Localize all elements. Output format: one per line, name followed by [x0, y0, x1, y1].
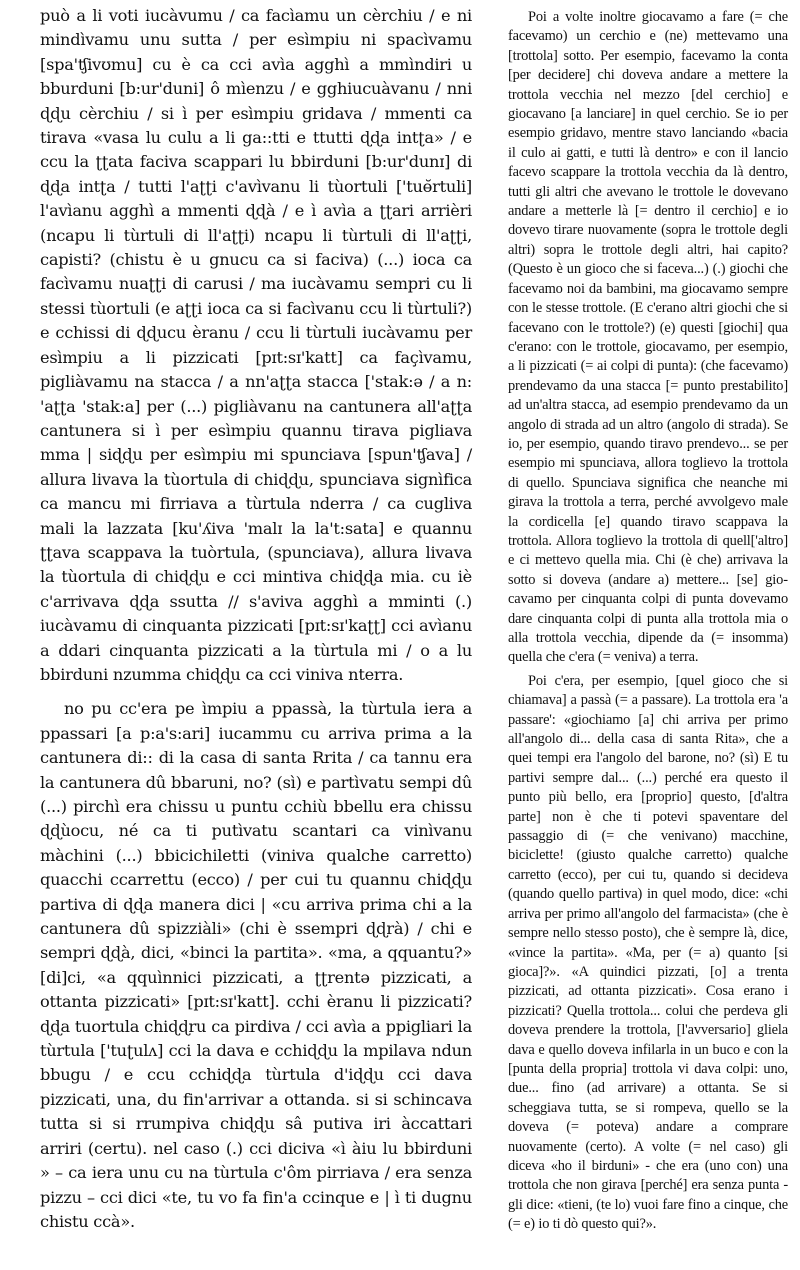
dialect-transcript-column	[40, 4, 472, 1234]
transcript-paragraph-2: no pu cc'era pe ìmpiu a ppassà, la tùrtula iera a ppassari [a p:a's:ari] iucammu cu arriva prima a la cantunera di:: di la casa di santa Rrita / ca tannu era la cantunera dû bbaruni, no? (sì) e partìvatu sempi dû (...) pirchì era chissu u puntu cchiù bbellu era chissu ɖɖùocu, né ca ti putìvatu scantari ca vinìvanu màchini (...) bbicichiletti (viniva qualche carretto) quacchi ccarrettu (ecco) / per cui tu quannu chiɖɖu partiva di ɖɖa manera dici | «cu arriva prima chi a la cantunera dû spizziàli» (chi è ssempri ɖɖrà) / chi e sempri ɖɖà, dici, «binci la partita». «ma, a qquantu?» [di]ci, «a qquìnnici pizzicati, a ʈʈrentə pizzicati, a ottanta pizzicati» [pɪt:sɪ'katt]. cchi èranu li pizzicati? ɖɖa tuortula chiɖɖru ca pirdiva / cci avìa a ppigliari la tùrtula ['tuʈulʌ] cci la dava e cchiɖɖu la mpilava ndun bbugu / e ccu cchiɖɖa tùrtula d'iɖɖu cci dava pizzicati, una, du fin'arrivar a ottanda. si si schincava tutta si si rrumpiva chiɖɖu sâ putiva iri àccattari arriri (certu). nel caso (.) cci diciva «ì àiu lu bbirduni » – ca iera unu cu na tùrtula c'ôm pirriava / era senza pizzu – cci dici «te, tu vo fa fin'a ccinque e | ì ti dugnu chistu ccà».	[40, 699, 472, 1231]
transcript-paragraph-1: può a li voti iucàvumu / ca facìamu un cèrchiu / e ni mindìvamu unu sutta / per esìmpiu ni spacìvamu [spa'ʧivʊmu] cu è ca cci avìa agghì a mmìndiri u bburduni [b:ur'duni] ô mìenzu / e gghiucuàvanu / nni ɖɖu cèrchiu / si ì per esìmpiu gridava / mmenti ca tirava «vasa lu culu a li ga::tti e ttutti ɖɖa intʈa» / e ccu la ʈʈata faciva scappari lu bbirduni [b:ur'dunɪ] di ɖɖa intʈa / tutti l'aʈʈi c'avìvanu li tùortuli ['tuɵ̆rtuli] l'avìanu agghì a mmenti ɖɖà / e ì avìa a ʈʈari arrièri (ncapu li tùrtuli di ll'aʈʈi) ncapu li tùrtuli di ll'aʈʈi, capisti? (chistu è u gnucu ca si faciva) (...) ioca ca facìvamu nuaʈʈi di carusi / ma iucàvamu sempri cu li stessi tùortuli (e aʈʈi ioca ca si facìvanu ccu li tùrtuli?) e cchissi di ɖɖucu èranu / ccu li tùrtuli iucàvamu per esìmpiu a li pizzicati [pɪt:sɪ'katt] ca façìvamu, pigliàvamu na stacca / a nn'aʈʈa stacca ['stak:ə / a n: 'aʈʈa 'stak:a] per (...) pigliàvanu na cantunera all'aʈʈa cantunera si ì per esìmpiu quannu tirava pigliava mma | siɖɖu per esìmpiu mi spunciava [spun'ʧava] / allura livava la tùortula di chiɖɖu, spunciava signìfica ca mancu mi firriava a tùrtula nderra / ca cugliva mali la lazzata [ku'ʎiva 'malɪ la la't:sata] e quannu ʈʈava scappava la tuòrtula, (spunciava), allura livava la tùortula di chiɖɖu e cci mintiva chiɖɖa mia. cu iè c'arrivava ɖɖa ssutta // s'aviva agghì a mminti (.) iucàvamu di cinquanta pizzicati [pɪt:sɪ'kaʈʈ] cci avìanu a ddari cinquanta pizzicati a la tùrtula mi / o a lu bbirduni nzumma chiɖɖu ca cci viniva nterra.	[40, 6, 472, 684]
italian-translation-column	[508, 8, 788, 1235]
translation-paragraph-2: Poi c'era, per esempio, [quel gioco che si chiamava] a passà (= a passare). La trottola era 'a passare': «giochiamo [a] chi arriva per primo all'angolo di... della casa di santa Rita», che a quei tempi era l'angolo del barone, no? (sì) E tu partivi sempre dal... (...) perché era questo il punto più bello, era [proprio] questo, [d'altra parte] non è che ti potevi spaventare del passaggio di (= che venivano) macchine, biciclette! (giusto qualche carretto) qualche carretto (ecco), per cui tu, quando si decideva (quando quello partiva) in quel modo, dice: «chi arriva per primo all'angolo del farmacista» (che è sempre nello stesso posto), che è sempre là, dice, «vince la partita». «Ma, per (= a) quanto [si gioca]?». «A quindici pizzati, [o] a trenta pizzicati, ad ottanta pizzicati». Cosa erano i pizzicati? Quella trottola... colui che perdeva gli doveva prendere la trottola, [l'avversario] gliela dava e quello doveva infilarla in un buco e con la [punta della propria] trottola vi dava colpi: uno, due... fino (ad arrivare) a ottanta. Se si scheggiava tutta, se si rompeva, quello se la doveva (= poteva) andare a comprare nuovamente (certo). A volte (= nel caso) gli diceva «ho il birduni» - che era (uno con) una trottola che non girava [perché] era senza punta - gli dice: «tieni, (te lo) vuoi fare fino a cinque, che (= e) io ti dò questo qui?».	[508, 672, 788, 1233]
translation-paragraph-1: Poi a volte inoltre giocavamo a fare (= che facevamo) un cerchio e (ne) mettevamo una [trottola] sotto. Per esempio, facevamo la conta [per decidere] chi doveva andare a mettere la trottola vecchia nel mezzo [del cerchio] e giocavano [a lanciare] in quel cerchio. Se io per esempio gridavo, mentre stavo lanciando «bacia il culo ai gatti, e tutti là dentro» e con il lancio facevo scappare la trottola vecchia da là dentro, tutti gli altri che avevano le trottole le dovevano andare a metterle là [= dentro il cerchio] e io dovevo tirare nuovamente (sopra le trottole degli altri) sopra le trottole degli altri, hai capito? (Questo è un gioco che si faceva...) (.) giochi che facevamo noi da bambini, ma giocavamo sempre con le stesse trottole. (E c'erano altri giochi che si facevano con le trottole?) (e) questi [giochi] qua c'erano: con le trottole, giocavamo, per esempio, a li pizzicati (= ai colpi di punta): (che facevamo) prendevamo da una stacca [= punto prestabilito] ad un'altra stacca, ad esempio prendevamo da un angolo di strada ad un altro (angolo di strada). Se io, per esempio, quando tiravo prendevo... se per esempio mi spunciava, allora toglievo la trottola di quello. Spunciava significa che neanche mi girava la trottola a terra, perché avvolgevo male la cordicella [e] quando tiravo scappava la trottola. Allora toglievo la trottola di quell['altro] e ci mettevo quella mia. Chi (è che) arrivava la sotto si doveva (andare a) mettere... [se] giocavamo per cinquanta colpi di punta dovevamo dare cinquanta colpi di punta alla trottola mia o alla trottola vecchia, dipende da (= insomma) quella che c'era (= veniva) a terra.	[508, 9, 788, 666]
